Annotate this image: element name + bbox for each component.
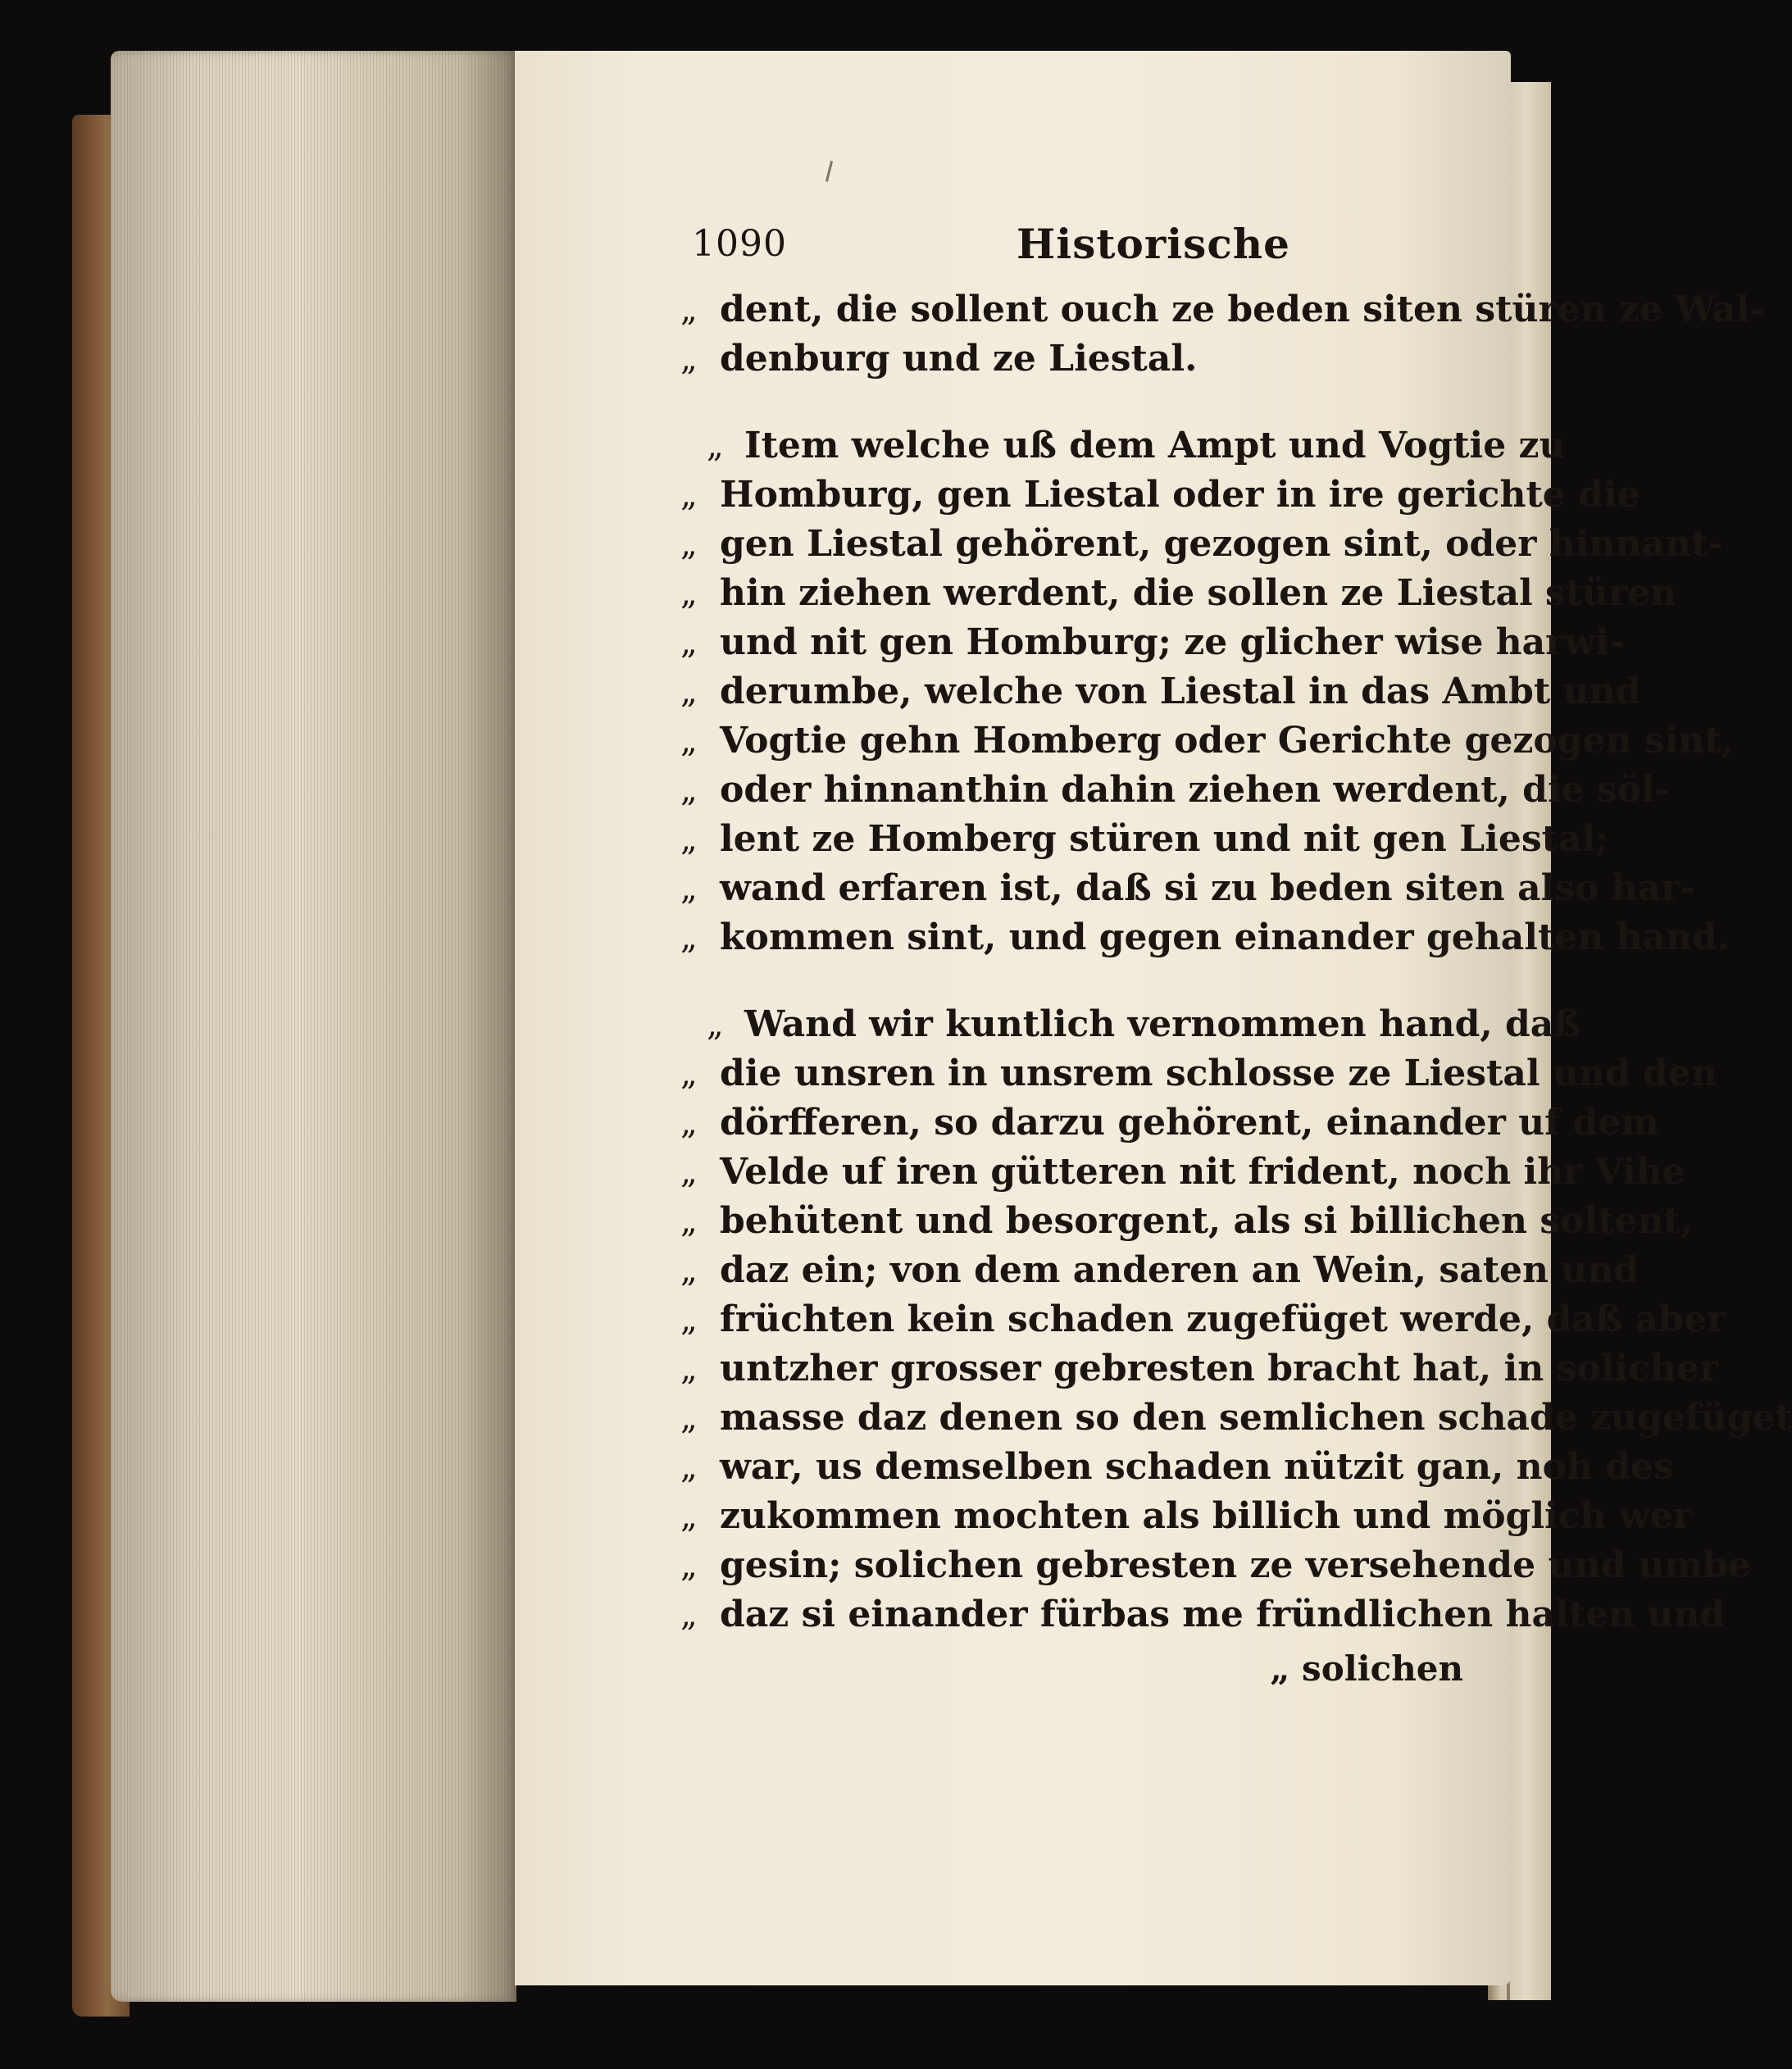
text-line [680,913,1731,962]
running-head: Historische [1017,220,1290,268]
text-line [680,1148,1685,1197]
text-line [680,421,1566,471]
text-line [680,667,1641,716]
quote-mark: „ [680,919,698,957]
catchword: „ solichen [1270,1648,1463,1689]
text-line [680,1295,1726,1344]
text-line [680,1394,1792,1443]
quote-mark: „ [680,1498,698,1535]
quote-mark: „ [680,673,698,711]
line-text: Velde uf iren gütteren nit frident, noch ihr Vihe [720,1151,1685,1193]
page-header [680,215,1488,267]
paragraph [680,421,1734,962]
line-text: daz ein; von dem anderen an Wein, saten und [720,1249,1640,1291]
text-line [680,1344,1719,1394]
quote-mark: „ [680,1104,698,1142]
quote-mark: „ [680,1399,698,1437]
line-text: derumbe, welche von Liestal in das Ambt und [720,671,1641,712]
page-edge-shadow [459,51,516,2002]
quote-mark: „ [680,1153,698,1191]
line-text: gesin; solichen gebresten ze versehende und umbe [720,1544,1751,1586]
line-text: Wand wir kuntlich vernommen hand, daß [744,1003,1581,1045]
line-text: die unsren in unsrem schlosse ze Liestal und den [720,1053,1717,1094]
paragraph [680,1000,1792,1639]
quote-mark: „ [680,1596,698,1634]
quote-mark: „ [680,340,698,378]
text-line [680,569,1677,618]
quote-mark: „ [680,525,698,563]
line-text: daz si einander fürbas me fründlichen halten und [720,1594,1726,1635]
quote-mark: „ [680,771,698,809]
text-line [680,716,1734,766]
quote-mark: „ [680,1547,698,1585]
quote-mark: „ [680,1301,698,1339]
line-text: gen Liestal gehörent, gezogen sint, oder hinnant- [720,523,1723,565]
text-line [680,1000,1581,1049]
line-text: Homburg, gen Liestal oder in ire gerichte die [720,474,1640,516]
text-line [680,520,1723,569]
text-line [680,471,1640,520]
text-line [680,1492,1692,1541]
line-text: untzher grosser gebresten bracht hat, in solicher [720,1348,1719,1389]
text-line [680,1443,1674,1492]
text-line [680,1590,1726,1639]
quote-mark: „ [680,821,698,858]
quote-mark: „ [680,291,698,329]
quote-mark: „ [680,1203,698,1240]
line-text: denburg und ze Liestal. [720,338,1198,380]
quote-mark: „ [707,427,724,465]
line-text: dent, die sollent ouch ze beden siten stüren ze Wal- [720,289,1765,330]
line-text: wand erfaren ist, daß si zu beden siten also har- [720,867,1695,909]
line-text: und nit gen Homburg; ze glicher wise harwi- [720,621,1625,663]
text-line [680,815,1609,864]
line-text: dörfferen, so darzu gehörent, einander uf dem [720,1102,1659,1144]
page-edges [111,51,516,2002]
line-text: lent ze Homberg stüren und nit gen Liestal; [720,818,1609,860]
page-number: 1090 [692,223,787,265]
line-text: war, us demselben schaden nützit gan, noh des [720,1446,1674,1488]
quote-mark: „ [680,1448,698,1486]
quote-mark: „ [680,1350,698,1388]
text-line [680,285,1765,334]
quote-mark: „ [680,575,698,612]
quote-mark: „ [680,1055,698,1093]
paragraph [680,285,1765,384]
quote-mark: „ [680,722,698,760]
text-line [680,618,1625,667]
text-line [680,1098,1659,1148]
text-line [680,864,1695,913]
text-line [680,1049,1717,1098]
text-line [680,766,1671,815]
quote-mark: „ [680,1252,698,1289]
line-text: hin ziehen werdent, die sollen ze Liestal stüren [720,572,1677,614]
text-line [680,1197,1694,1246]
quote-mark: „ [680,624,698,662]
line-text: Vogtie gehn Homberg oder Gerichte gezogen sint, [720,720,1734,762]
text-line [680,334,1488,384]
text-line [680,1246,1640,1295]
line-text: früchten kein schaden zugefüget werde, daß aber [720,1298,1726,1340]
quote-mark: „ [680,870,698,907]
line-text: Item welche uß dem Ampt und Vogtie zu [744,425,1566,466]
quote-mark: „ [707,1006,724,1044]
line-text: behütent und besorgent, als si billichen soltent, [720,1200,1694,1242]
quote-mark: „ [680,476,698,514]
line-text: oder hinnanthin dahin ziehen werdent, die söl- [720,769,1671,811]
line-text: kommen sint, und gegen einander gehalten hand. [720,916,1731,958]
line-text: masse daz denen so den semlichen schade zugefüget [720,1397,1792,1439]
page-text [680,215,1792,1694]
line-text: zukommen mochten als billich und möglich wer [720,1495,1692,1537]
text-line [680,1541,1751,1590]
